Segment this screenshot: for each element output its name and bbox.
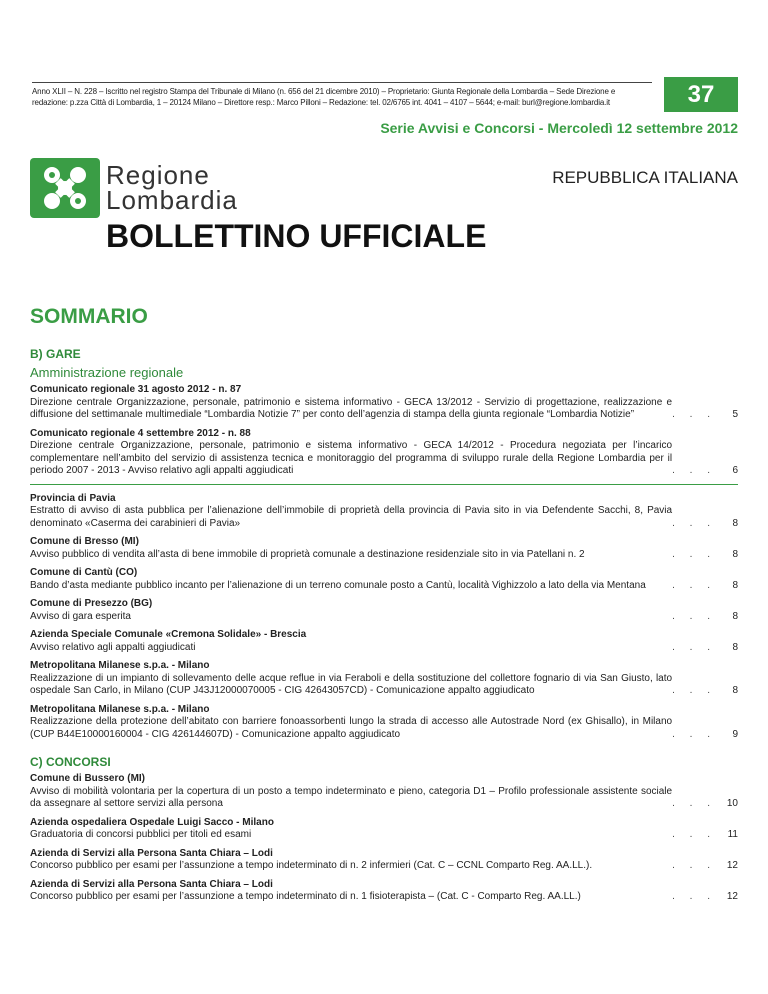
toc-entry-title: Comune di Cantù (CO) <box>30 567 138 578</box>
section-b-title: B) GARE <box>30 347 81 361</box>
toc-page-number: 9 <box>732 728 738 740</box>
section-b-regional-entries <box>30 384 738 478</box>
toc-entry[interactable] <box>30 629 738 654</box>
toc-entry[interactable] <box>30 773 738 811</box>
toc-page-number: 8 <box>732 517 738 529</box>
regione-lombardia-logo-icon <box>30 158 100 218</box>
section-c-entries <box>30 773 738 904</box>
toc-entry[interactable] <box>30 660 738 698</box>
toc-page-number: 8 <box>732 685 738 696</box>
toc-page-number: 11 <box>727 829 738 840</box>
toc-entry-title: Azienda ospedaliera Ospedale Luigi Sacco - Milano <box>30 816 274 828</box>
toc-entry-body <box>30 580 738 593</box>
toc-entry[interactable] <box>30 536 738 561</box>
section-b-other-entries <box>30 493 738 742</box>
toc-page-number: 10 <box>726 798 738 809</box>
logo-line-lombardia: Lombardia <box>106 185 238 215</box>
toc-entry-title: Azienda Speciale Comunale «Cremona Solidale» - Brescia <box>30 629 307 640</box>
toc-entry[interactable] <box>30 817 738 842</box>
toc-entry-text: Avviso relativo agli appalti aggiudicati <box>30 641 196 653</box>
toc-entry-text: Avviso di mobilità volontaria per la copertura di un posto a tempo indeterminato e pieno, categoria D1 – Profilo professionale assistente sociale da assegnare al settore servizi alla persona <box>30 785 673 809</box>
toc-entry-body <box>30 860 738 873</box>
toc-page-number: 5 <box>732 409 738 420</box>
toc-entry-title: Comunicato regionale 4 settembre 2012 - n. 88 <box>30 427 251 439</box>
toc-leader-dots: . . . <box>672 610 716 622</box>
toc-entry-title: Metropolitana Milanese s.p.a. - Milano <box>30 660 210 671</box>
masthead-info <box>32 82 652 108</box>
toc-leader-dots: . . . <box>672 409 716 420</box>
toc-entry-body <box>30 440 738 478</box>
toc-leader-dots: . . . <box>672 579 716 591</box>
issue-number-badge: 37 <box>664 77 738 112</box>
toc-entry-body <box>30 611 738 624</box>
toc-page-number: 8 <box>732 641 738 653</box>
toc-entry-text: Realizzazione di un impianto di sollevamento delle acque reflue in via Feraboli e della sostituzione del collettore fognario di via San Giusto, lato ospedale San Carlo, in Milano (CUP J43J12000070005 - CIG 42643057CD) - Comunicazione appalto aggiudicato <box>30 672 673 696</box>
toc-entry-body <box>30 673 738 698</box>
toc-leader-dots: . . . <box>672 465 716 476</box>
toc-entry-text: Estratto di avviso di asta pubblica per l’alienazione dell’immobile di proprietà della provincia di Pavia sito in via Defendente Sacchi, 8, Pavia denominato «Caserma dei carabinieri di Pavia» <box>30 505 673 529</box>
sommario-heading: SOMMARIO <box>30 305 148 328</box>
logo-line-regione: Regione <box>106 160 210 190</box>
toc-entry-text: Direzione centrale Organizzazione, personale, patrimonio e sistema informativo - GECA 14/2012 - Procedura negoziata per l’incarico complementare nell’ambito del servizio di assistenza tecnica e monitoraggio del programma di sviluppo rurale della Regione Lombardia per il periodo 2007 - 2013 - Avviso relativo agli appalti aggiudicati <box>30 440 673 476</box>
section-c-title: C) CONCORSI <box>30 755 111 769</box>
toc-entry[interactable] <box>30 704 738 742</box>
toc-entry-text: Avviso pubblico di vendita all’asta di bene immobile di proprietà comunale a destinazione residenziale sito in via Patellani n. 2 <box>30 548 585 560</box>
toc-leader-dots: . . . <box>672 685 716 696</box>
toc-entry-title: Comunicato regionale 31 agosto 2012 - n. 87 <box>30 384 242 395</box>
toc-entry-body <box>30 891 738 904</box>
toc-entry-body <box>30 716 738 741</box>
toc-entry[interactable] <box>30 567 738 592</box>
masthead-info-line-2: redazione: p.zza Città di Lombardia, 1 – 20124 Milano – Direttore resp.: Marco Pilloni – Redazione: tel. 02/6765 int. 4041 – 4107 – 5644; e-mail: burl@regione.lombardia.it <box>32 98 610 107</box>
toc-entry-text: Bando d’asta mediante pubblico incanto per l’alienazione di un terreno comunale posto a Cantù, località Vighizzolo a lato della via Mentana <box>30 579 646 591</box>
toc-page-number: 8 <box>732 610 738 622</box>
toc-entry-text: Avviso di gara esperita <box>30 610 131 622</box>
toc-entry-title: Azienda di Servizi alla Persona Santa Chiara – Lodi <box>30 847 273 859</box>
toc-entry-text: Concorso pubblico per esami per l’assunzione a tempo indeterminato di n. 2 infermieri (Cat. C – CCNL Comparto Reg. AA.LL.). <box>30 860 593 871</box>
toc-entry-body <box>30 397 738 422</box>
toc-entry-text: Realizzazione della protezione dell’abitato con barriere fonoassorbenti lungo la strada di accesso alle Autostrade Nord (ex Ghisallo), in Milano (CUP B44E10000160004 - CIG 426144607D) - Comunicazione appalto aggiudicato <box>30 716 673 740</box>
toc-entry[interactable] <box>30 384 738 422</box>
toc-entry-body <box>30 829 738 842</box>
toc-entry-text: Graduatoria di concorsi pubblici per titoli ed esami <box>30 829 252 840</box>
serie-date: Serie Avvisi e Concorsi - Mercoledì 12 settembre 2012 <box>380 120 738 136</box>
toc-entry-title: Comune di Presezzo (BG) <box>30 598 153 609</box>
repubblica-italiana-label: REPUBBLICA ITALIANA <box>552 168 738 187</box>
logo-wordmark <box>106 160 238 215</box>
toc-entry-title: Provincia di Pavia <box>30 492 116 504</box>
toc-leader-dots: . . . <box>672 860 716 871</box>
section-divider <box>30 484 738 485</box>
toc-entry-title: Comune di Bresso (MI) <box>30 536 139 547</box>
toc-entry-title: Comune di Bussero (MI) <box>30 773 146 784</box>
toc-entry-title: Azienda di Servizi alla Persona Santa Chiara – Lodi <box>30 878 273 890</box>
toc-leader-dots: . . . <box>672 891 716 902</box>
toc-leader-dots: . . . <box>672 641 716 653</box>
toc-page-number: 6 <box>732 465 738 476</box>
toc-entry-body <box>30 642 738 655</box>
toc-entry[interactable] <box>30 598 738 623</box>
toc-entry[interactable] <box>30 848 738 873</box>
table-of-contents <box>30 347 738 910</box>
toc-entry-text: Concorso pubblico per esami per l’assunzione a tempo indeterminato di n. 1 fisioterapista – (Cat. C - Comparto Reg. AA.LL.) <box>30 891 581 902</box>
subsection-amministrazione-regionale: Amministrazione regionale <box>30 365 184 380</box>
toc-entry-title: Metropolitana Milanese s.p.a. - Milano <box>30 703 210 715</box>
toc-entry-body <box>30 786 738 811</box>
toc-entry[interactable] <box>30 493 738 531</box>
toc-entry-body <box>30 549 738 562</box>
toc-entry[interactable] <box>30 428 738 478</box>
toc-leader-dots: . . . <box>672 548 716 560</box>
toc-leader-dots: . . . <box>672 517 716 529</box>
toc-leader-dots: . . . <box>672 829 716 840</box>
toc-page-number: 8 <box>732 579 738 591</box>
toc-entry-text: Direzione centrale Organizzazione, personale, patrimonio e sistema informativo - GECA 13/2012 - Servizio di progettazione, realizzazione e diffusione del settimanale multimediale “Lombardia Notizie 7” per conto dell’agenzia di stampa della giunta regionale “Lombardia Notizie” <box>30 396 673 420</box>
toc-leader-dots: . . . <box>672 728 716 740</box>
masthead-info-line-1: Anno XLII – N. 228 – Iscritto nel registro Stampa del Tribunale di Milano (n. 656 del 21 dicembre 2010) – Proprietario: Giunta Regionale della Lombardia – Sede Direzione e <box>32 87 616 96</box>
toc-leader-dots: . . . <box>672 798 716 809</box>
bollettino-title: BOLLETTINO UFFICIALE <box>106 218 487 254</box>
toc-page-number: 12 <box>726 891 738 902</box>
toc-entry[interactable] <box>30 879 738 904</box>
toc-page-number: 8 <box>732 548 738 560</box>
toc-page-number: 12 <box>726 860 738 871</box>
toc-entry-body <box>30 505 738 530</box>
